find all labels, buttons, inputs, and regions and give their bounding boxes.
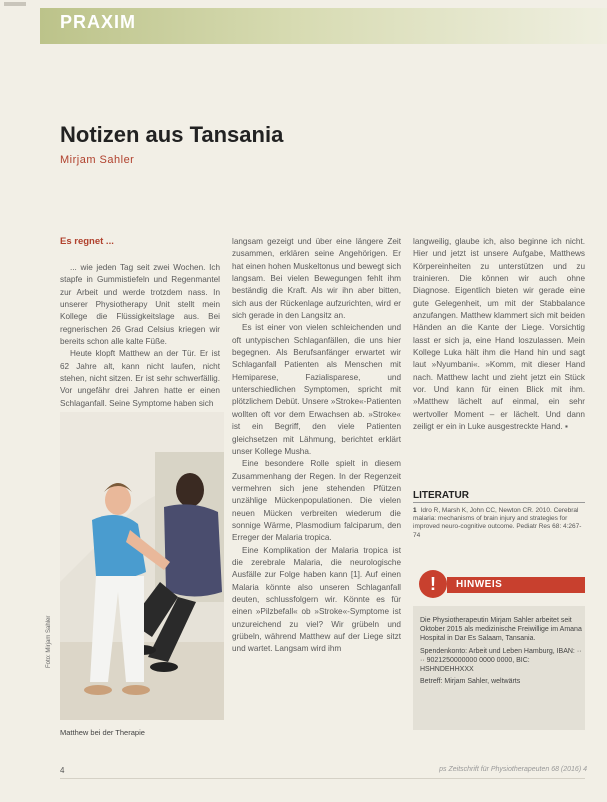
hinweis-paragraph: Spendenkonto: Arbeit und Leben Hamburg, IBAN: ·· ·· 9021250000000 0000 0000, BIC: HSHNDEHHXXX [420,647,582,674]
paragraph: ... wie jeden Tag seit zwei Wochen. Ich stapfe in Gummistiefeln und Regenmantel zur Arbeit und werde trotzdem nass. In unserer Physiotherapy Unit stellt mein Kollege die Flüssigkeitslage aus. Bei regnerischen 26 Grad Celsius kriegen wir bereits schon alle kalte Füße. [60,263,220,347]
literature-heading: LITERATUR [413,490,469,501]
literature-divider [413,502,585,503]
text-column-3 [413,236,585,434]
hinweis-text [420,616,582,689]
hinweis-paragraph: Die Physiotherapeutin Mirjam Sahler arbeitet seit Oktober 2015 als medizinische Freiwillige im Amana Hospital in Dar Es Salaam, Tansania. [420,617,582,643]
hinweis-paragraph: Betreff: Mirjam Sahler, weltwärts [420,678,521,686]
journal-reference: ps Zeitschrift für Physiotherapeuten 68 (2016) 4 [439,766,587,773]
literature-entry-text: Idro R, Marsh K, John CC, Newton CR. 2010. Cerebral malaria: mechanisms of brain injury and strategies for improved neuro-cognitive outcome. Pediatr Res 68: 4:267-74 [413,507,582,539]
paragraph: langsam gezeigt und über eine längere Zeit zusammen, erklären seine Angehörigen. Er hat einen hohen Muskeltonus und bewegt sich langsam. Bei vielen Bewegungen fehlt ihm beständig die Kraft. Als wir ihn aber bitten, sich aus der Rückenlage aufzurichten, wird er sich gerade in den Langsitz an. [232,237,401,321]
photo-credit: Foto: Mirjam Sahler [46,615,52,668]
article-author: Mirjam Sahler [60,154,135,166]
page-edge-mark [4,2,26,6]
paragraph: Heute klopft Matthew an der Tür. Er ist 62 Jahre alt, kann nicht laufen, nicht stehen, nicht sitzen. Er ist sehr schwerfällig. Vor ungefähr drei Jahren hatte er einen Schlaganfall. Seine Symptome haben sich [60,349,220,408]
section-label: PRAXIM [60,12,137,32]
literature-entry [413,507,585,540]
hinweis-label: HINWEIS [456,579,503,590]
therapy-photo [60,412,224,720]
paragraph: Es ist einer von vielen schleichenden und oft untypischen Schlaganfällen, die uns hier begegnen. Als Berufsanfänger erwartet wir Schlaganfall Patienten als Menschen mit Hemiparese, Fazialisparese, und unterschiedlichen Symptomen, spricht mit plötzlichem Debüt. Unsere »Stroke«-Patienten wollten oft vor dem Erwachsen ab. »Stroke« ist ein Begriff, den viele Patienten gleichsetzen mit Lähmung, berichtet erklärt unser Kollege Musha. [232,323,401,456]
paragraph: Eine besondere Rolle spielt in diesem Zusammenhang der Regen. In der Regenzeit vermehren sich jene stehenden Pfützen unzählige Mückenpopulationen. Die vielen neuen Mücken verbreiten wiederum die sonnige Wärme, Plasmodium falciparum, den Erreger der Malaria tropica. [232,459,401,543]
exclamation-icon: ! [419,570,447,598]
paragraph: langweilig, glaube ich, also beginne ich nicht. Hier und jetzt ist unsere Aufgabe, Matthews Körpereinheiten zu unterstützen und zu trainieren. Die können wir auch ohne Diagnose. Eigentlich bieten wir gerade eine gute Gelegenheit, um mit der Stabbalance anzufangen. Matthew klammert sich mit beiden Händen an die Kante der Liege. Vorsichtig lasst er sich ja, eine Hand loszulassen. Mein Kollege Luka hält ihm die Hand hin und sagt laut »Nyumbani«. »Komm, mit dieser Hand nach. Matthew lacht und zieht jetzt ein Stück vor. Und kann für einen Blick mit ihm. »Matthew lächelt auf einmal, ein sehr wertvoller Moment – er lächelt. Und dann zeiligt er ein in Luke ausgestreckte Hand. ▪ [413,237,585,432]
page-number: 4 [60,766,65,775]
photo-caption: Matthew bei der Therapie [60,728,145,737]
literature-entry-number: 1 [413,507,417,514]
paragraph: Eine Komplikation der Malaria tropica ist die zerebrale Malaria, die neurologische Ausfälle zur Folge haben kann [1]. Auf einen Malaria könnte also unseren Schlaganfall deuten, schlussfolgern wir. Könnte es für einen »Pilzbefall« ob »Stroke«-Symptome ist unzureichend zu viel? Wir grübeln und grübeln, während Matthew auf der Liege sitzt und wartet. Langsam wird ihm [232,545,401,654]
text-column-2 [232,236,401,656]
article-subheading: Es regnet ... [60,236,114,247]
footer-divider [60,778,585,779]
therapy-photo-illustration [60,412,224,720]
article-title: Notizen aus Tansania [60,122,284,147]
text-column-1 [60,262,220,410]
